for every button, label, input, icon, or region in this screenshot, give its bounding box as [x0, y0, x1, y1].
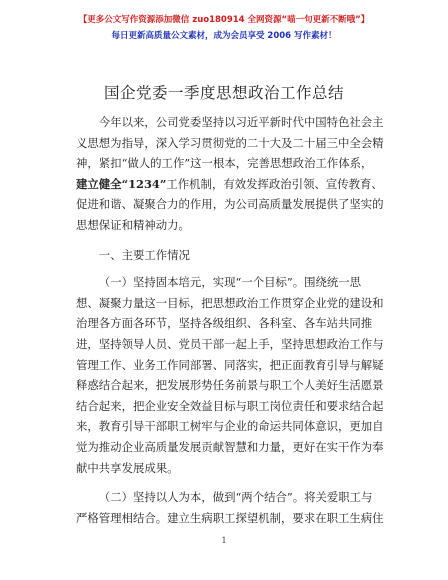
point-one-line-2: 想、凝聚力量这一目标，把思想政治工作贯穿企业党的建设和 — [76, 295, 384, 310]
document-body — [76, 112, 384, 528]
point-two-line-2: 严格管理相结合。建立生病职工探望机制，要求在职工生病住 — [76, 510, 384, 525]
page-number: 1 — [221, 536, 227, 545]
intro-line-3: 神，紧扣“做人的工作”这一根本，完善思想政治工作体系， — [76, 156, 373, 171]
intro-paragraph — [76, 112, 384, 236]
intro-line-5: 促进和谐、凝聚合力的作用，为公司高质量发展提供了坚实的 — [76, 197, 384, 212]
point-one-line-4: 进，坚持领导人员、党员干部一起上手，坚持思想政治工作与 — [76, 336, 384, 351]
intro-line-4 — [76, 174, 383, 195]
point-one-line-8: 来，教育引导干部职工树牢与企业的命运共同体意识，更加自 — [76, 419, 384, 434]
promo-banner-line-1: 【更多公文写作资源添加微信 zuo180914 全网资源“喵一句更新不断哦”】 — [78, 15, 370, 25]
intro-bold-mechanism: 建立健全“1234” — [76, 176, 167, 191]
point-one-paragraph — [76, 272, 384, 478]
document-title: 国企党委一季度思想政治工作总结 — [103, 84, 344, 102]
point-one-line-10: 献中共享发展成果。 — [76, 460, 179, 475]
point-one-line-1: （一）坚持固本培元，实现“一个目标”。围绕统一思 — [98, 275, 362, 290]
point-one-line-6: 释惑结合起来，把发展形势任务前景与职工个人美好生活愿景 — [76, 378, 384, 393]
section-heading-paragraph — [76, 245, 378, 266]
intro-line-6: 思想保证和精神动力。 — [76, 217, 190, 232]
section-heading: 一、主要工作情况 — [98, 247, 190, 262]
point-one-line-7: 结合起来，把企业安全效益目标与职工岗位责任和要求结合起 — [76, 398, 384, 413]
promo-banner-line-2: 每日更新高质量公文素材，成为会员享受 2006 写作素材！ — [111, 31, 337, 41]
point-one-line-3: 治理各方面各环节，坚持各级组织、各科室、各车站共同推 — [76, 316, 373, 331]
intro-line-4-rest: 工作机制，有效发挥政治引领、宣传教育、 — [166, 176, 383, 191]
intro-line-1: 今年以来，公司党委坚持以习近平新时代中国特色社会主 — [98, 115, 384, 129]
point-two-paragraph — [76, 487, 384, 528]
promo-banner — [20, 12, 428, 44]
point-two-line-1: （二）坚持以人为本，做到“两个结合”。将关爱职工与 — [98, 490, 373, 505]
point-one-line-9: 觉为推动企业高质量发展贡献智慧和力量，更好在实干作为奉 — [76, 439, 384, 454]
intro-line-2: 义思想为指导，深入学习贯彻党的二十大及二十届三中全会精 — [76, 135, 384, 150]
point-one-line-5: 管理工作、业务工作同部署、同落实，把正面教育引导与解疑 — [76, 357, 384, 372]
